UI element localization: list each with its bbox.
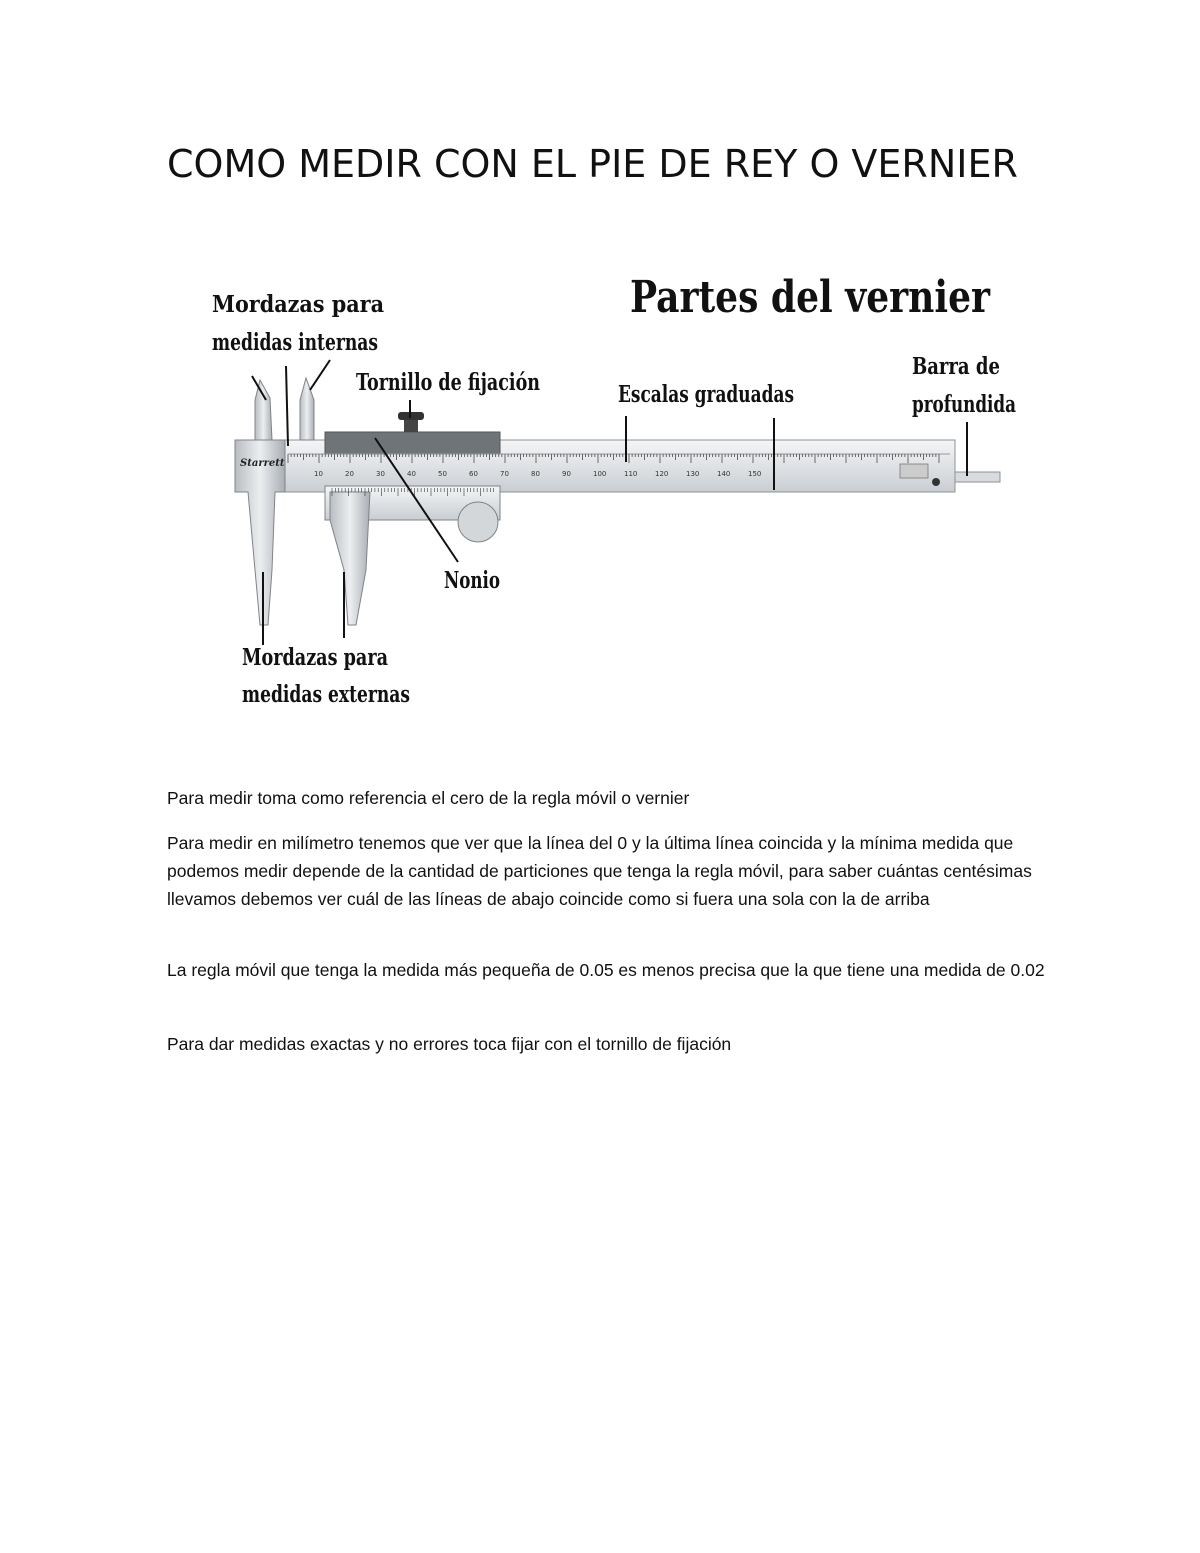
scale-number: 120: [655, 470, 669, 478]
label-internal-jaws-1: Mordazas para: [212, 291, 385, 318]
paragraph-4: [167, 1030, 1047, 1058]
paragraph-3-text: La regla móvil que tenga la medida más pequeña de 0.05 es menos precisa que la que tiene una medida de 0.02: [167, 960, 1045, 980]
depth-rod: [955, 472, 1000, 482]
label-external-jaws-1: Mordazas para: [242, 644, 389, 671]
end-rivet: [932, 478, 940, 486]
thumb-wheel: [458, 502, 498, 542]
scale-number: 70: [500, 470, 509, 478]
scale-number: 130: [686, 470, 700, 478]
label-vernier: Nonio: [444, 567, 500, 594]
vernier-diagram: [160, 250, 1040, 740]
paragraph-1: [167, 784, 1047, 812]
paragraph-3: [167, 956, 1047, 984]
main-scale-numbers: [314, 470, 761, 478]
movable-external-jaw: [330, 492, 370, 625]
scale-number: 50: [438, 470, 447, 478]
fixed-internal-jaw: [255, 380, 272, 440]
pointer-internal-jaw-mid: [286, 366, 288, 446]
scale-number: 140: [717, 470, 731, 478]
scale-number: 150: [748, 470, 762, 478]
paragraph-4-text: Para dar medidas exactas y no errores toca fijar con el tornillo de fijación: [167, 1034, 732, 1054]
label-internal-jaws-2: medidas internas: [212, 329, 378, 356]
figure-title: Partes del vernier: [630, 272, 991, 323]
page-title: COMO MEDIR CON EL PIE DE REY O VERNIER: [167, 142, 1018, 186]
scale-number: 80: [531, 470, 540, 478]
label-depth-bar-1: Barra de: [912, 353, 1000, 380]
label-locking-screw: Tornillo de fijación: [356, 369, 541, 396]
scale-number: 100: [593, 470, 607, 478]
scale-number: 30: [376, 470, 385, 478]
vernier-svg: [160, 250, 1040, 740]
paragraph-2: [167, 829, 1047, 913]
scale-number: 110: [624, 470, 638, 478]
scale-number: 20: [345, 470, 354, 478]
label-graduated-scales: Escalas graduadas: [618, 381, 794, 408]
slider-body: [325, 432, 500, 454]
label-depth-bar-2: profundida: [912, 391, 1017, 418]
scale-number: 90: [562, 470, 571, 478]
scale-number: 60: [469, 470, 478, 478]
pointer-internal-jaw-right: [310, 360, 330, 390]
scale-number: 40: [407, 470, 416, 478]
model-plate: [900, 464, 928, 478]
scale-number: 10: [314, 470, 323, 478]
paragraph-2-text: Para medir en milímetro tenemos que ver que la línea del 0 y la última línea coincida y la mínima medida que podemos medir depende de la cantidad de particiones que tenga la regla móvil, para saber cuántas centésimas llevamos debemos ver cuál de las líneas de abajo coincide como si fuera una sola con la de arriba: [167, 833, 1032, 909]
brand-label: Starrett: [240, 458, 285, 469]
locking-screw: [404, 418, 418, 432]
paragraph-1-text: Para medir toma como referencia el cero de la regla móvil o vernier: [167, 788, 690, 808]
label-external-jaws-2: medidas externas: [242, 681, 410, 708]
